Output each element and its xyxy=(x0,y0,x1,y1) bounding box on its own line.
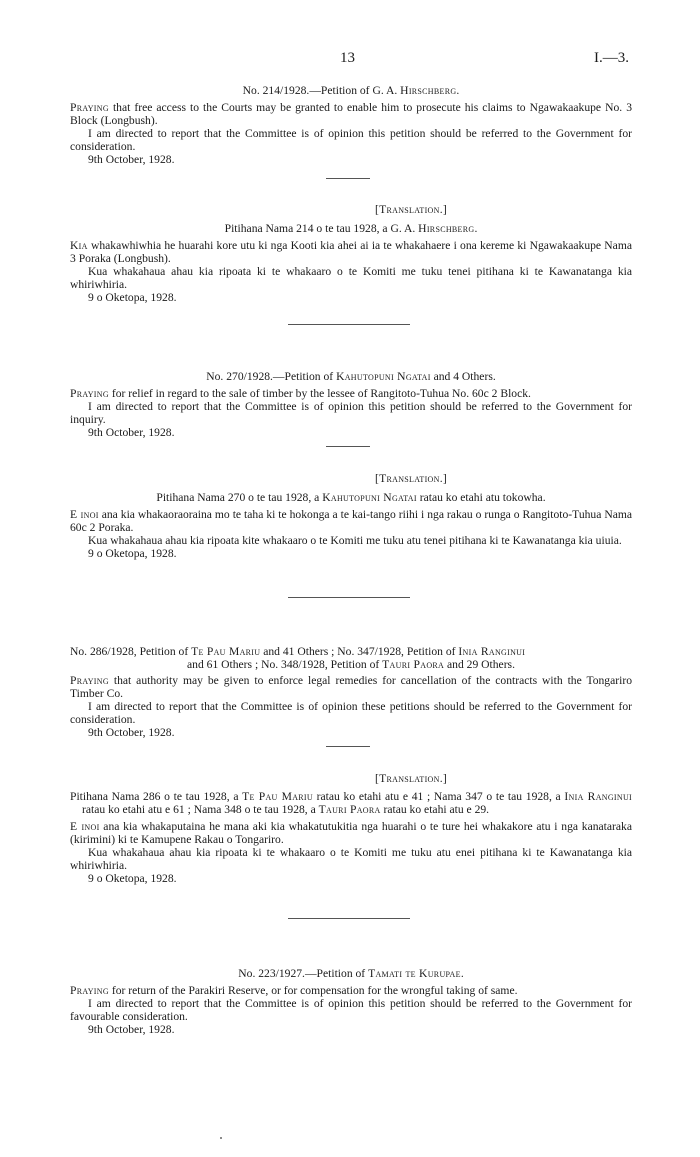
translation-date: 9 o Oketopa, 1928. xyxy=(88,291,177,304)
long-divider xyxy=(288,597,410,598)
short-divider xyxy=(326,446,370,447)
paper-reference: I.—3. xyxy=(594,50,629,66)
translation-paragraph: E inoi ana kia whakaoraoraina mo te taha ki te hokonga a te kai-tango riihi i nga rakau o runga o Rangitoto-Tuhua Nama 60c 2 Poraka. xyxy=(70,508,633,534)
prayer-paragraph: Praying that authority may be given to enforce legal remedies for cancellation of the contracts with the Tongariro Timber Co. xyxy=(70,674,632,700)
prayer-paragraph: Praying for relief in regard to the sale of timber by the lessee of Rangitoto-Tuhua No. 60c 2 Block. xyxy=(70,387,531,400)
petition-214 xyxy=(70,84,632,166)
short-divider xyxy=(326,746,370,747)
translation-report: Kua whakahaua ahau kia ripoata ki te whakaaro o te Komiti me tuku atu enei pitihana ki te Kawanatanga kia whiriwhiria. xyxy=(70,846,632,872)
report-date: 9th October, 1928. xyxy=(88,726,175,739)
petition-title: No. 223/1927.—Petition of Tamati te Kurupae. xyxy=(238,967,464,980)
long-divider xyxy=(288,324,410,325)
prayer-paragraph: Praying for return of the Parakiri Reserve, or for compensation for the wrongful taking of same. xyxy=(70,984,518,997)
translation-date: 9 o Oketopa, 1928. xyxy=(88,547,177,560)
translation-paragraph: Kia whakawhiwhia he huarahi kore utu ki nga Kooti kia ahei ai ia te whakahaere i ona kereme ki Ngawakaakupe Nama 3 Poraka (Longbush). xyxy=(70,239,632,265)
short-divider xyxy=(326,178,370,179)
translation-214 xyxy=(70,203,632,304)
translation-title: Pitihana Nama 270 o te tau 1928, a Kahutopuni Ngatai ratau ko etahi atu tokowha. xyxy=(156,491,546,504)
report-paragraph: I am directed to report that the Committee is of opinion this petition should be referred to the Government for favourable consideration. xyxy=(70,997,632,1023)
translation-label: [Translation.] xyxy=(374,772,448,785)
report-date: 9th October, 1928. xyxy=(88,1023,175,1036)
translation-270 xyxy=(70,472,632,560)
page-number: 13 xyxy=(340,50,355,66)
report-paragraph: I am directed to report that the Committee is of opinion these petitions should be referred to the Government for consideration. xyxy=(70,700,632,726)
long-divider xyxy=(288,918,410,919)
petition-title: No. 270/1928.—Petition of Kahutopuni Ngatai and 4 Others. xyxy=(206,370,496,383)
translation-title: Pitihana Nama 214 o te tau 1928, a G. A. Hirschberg. xyxy=(224,222,478,235)
petition-270 xyxy=(70,370,632,439)
petition-223 xyxy=(70,967,632,1036)
print-speck xyxy=(220,1137,222,1139)
report-paragraph: I am directed to report that the Committee is of opinion this petition should be referred to the Government for consideration. xyxy=(70,127,632,153)
petition-title-continued: and 61 Others ; No. 348/1928, Petition of Tauri Paora and 29 Others. xyxy=(187,658,515,671)
prayer-paragraph: Praying that free access to the Courts may be granted to enable him to prosecute his claims to Ngawakaakupe No. 3 Block (Longbush). xyxy=(70,101,632,127)
petition-title: No. 214/1928.—Petition of G. A. Hirschberg. xyxy=(242,84,460,97)
translation-286-347-348 xyxy=(70,772,632,885)
translation-date: 9 o Oketopa, 1928. xyxy=(88,872,177,885)
translation-title: Pitihana Nama 286 o te tau 1928, a Te Pau Mariu ratau ko etahi atu e 41 ; Nama 347 o te tau 1928, a Inia Ranginui ratau ko etahi atu e 61 ; Nama 348 o te tau 1928, a Tauri Paora ratau ko etahi atu e 29. xyxy=(70,790,633,816)
translation-paragraph: E inoi ana kia whakaputaina he mana aki kia whakatutukitia nga huarahi o te ture hei whakakore atu i nga kanataraka (kirimini) ki te Kamupene Rakau o Tongariro. xyxy=(70,820,632,846)
petition-title: No. 286/1928, Petition of Te Pau Mariu and 41 Others ; No. 347/1928, Petition of Inia Ranginui xyxy=(70,645,526,658)
translation-report: Kua whakahaua ahau kia ripoata kite whakaaro o te Komiti me tuku atu tenei pitihana ki te Kawanatanga kia uiuia. xyxy=(88,534,622,547)
report-date: 9th October, 1928. xyxy=(88,153,175,166)
translation-label: [Translation.] xyxy=(374,203,448,216)
translation-report: Kua whakahaua ahau kia ripoata ki te whakaaro o te Komiti me tuku tenei pitihana ki te Kawanatanga kia whiriwhiria. xyxy=(70,265,632,291)
petition-286-347-348 xyxy=(70,645,632,739)
translation-label: [Translation.] xyxy=(374,472,448,485)
report-date: 9th October, 1928. xyxy=(88,426,175,439)
report-paragraph: I am directed to report that the Committee is of opinion this petition should be referred to the Government for inquiry. xyxy=(70,400,632,426)
